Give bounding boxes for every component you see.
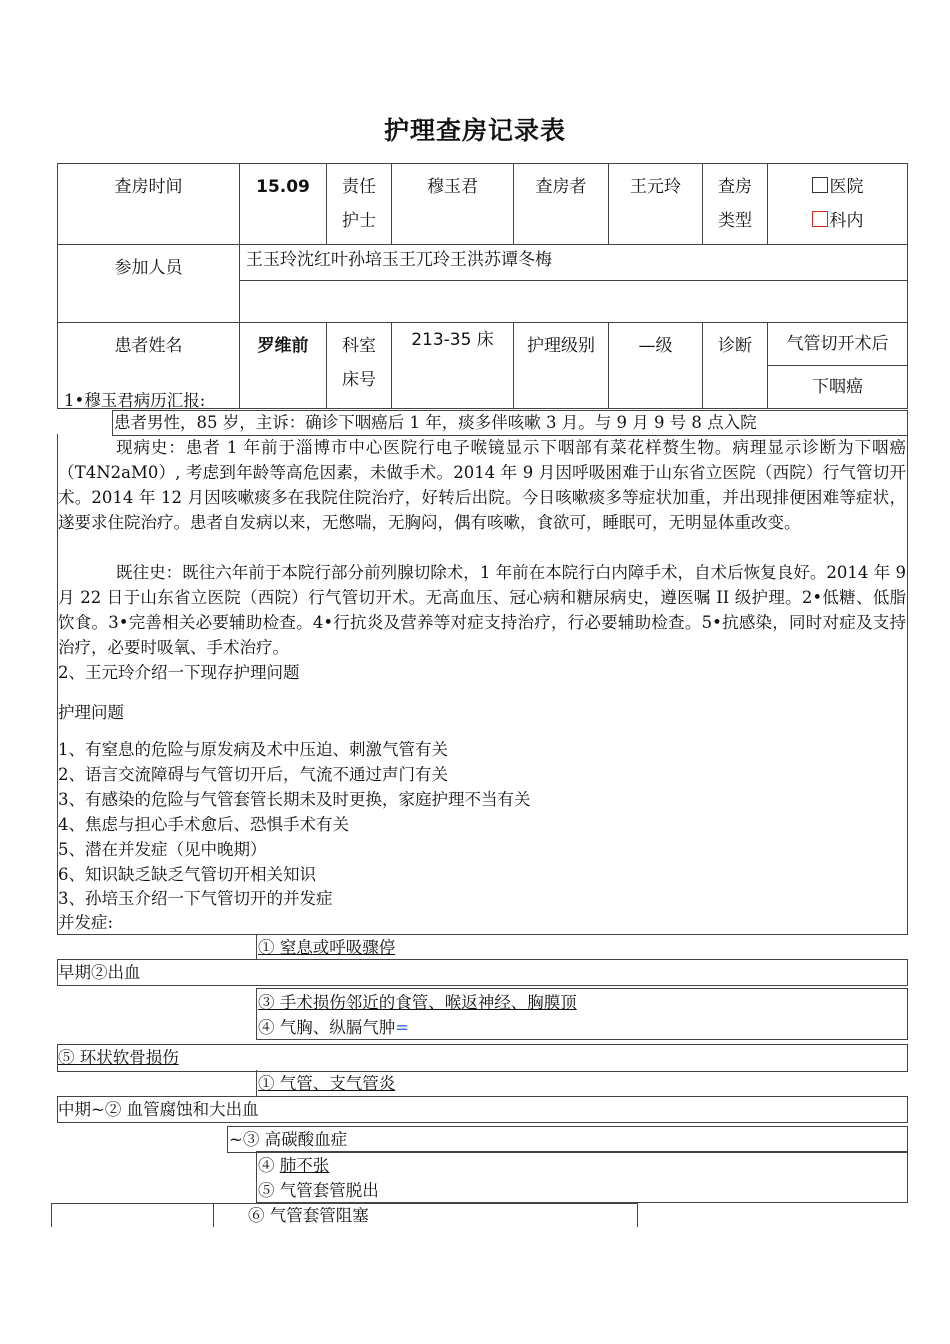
participants-blank (240, 281, 908, 323)
middle-label: 中期~② 血管腐蚀和大出血 (58, 1100, 259, 1119)
middle-item-6: ⑥ 气管套管阻塞 (248, 1206, 369, 1225)
checker-value: 王元玲 (609, 164, 703, 245)
ward-round-header-table (57, 163, 908, 409)
type-option-dept[interactable]: 科内 (774, 204, 901, 238)
early-item-4: ④ 气胸、纵膈气肿= (258, 1018, 410, 1037)
middle-item-1: ① 气管、支气管炎 (258, 1074, 396, 1093)
problem-item: 4、焦虑与担心手术愈后、恐惧手术有关 (58, 815, 349, 834)
nurse-value: 穆玉君 (392, 164, 514, 245)
time-value: 15.09 (240, 164, 327, 245)
dept-label: 科室 床号 (327, 323, 392, 409)
early-item-5: ⑤ 环状软骨损伤 (58, 1048, 179, 1067)
level-label: 护理级别 (514, 323, 609, 409)
problem-item: 1、有窒息的危险与原发病及术中压迫、刺激气管有关 (58, 740, 448, 759)
problem-item: 6、知识缺乏缺乏气管切开相关知识 (58, 865, 316, 884)
middle-item-3: ~③ 高碳酸血症 (229, 1130, 348, 1149)
middle-item-5: ⑤ 气管套管脱出 (258, 1181, 379, 1200)
bed-value: 213-35 床 (392, 323, 514, 409)
checkbox-icon (812, 211, 828, 227)
time-label: 查房时间 (58, 164, 240, 245)
early-item-1: ① 窒息或呼吸骤停 (258, 938, 396, 957)
present-history: 现病史：患者 1 年前于淄博市中心医院行电子喉镜显示下咽部有菜花样赘生物。病理显示诊断为下咽癌（T4N2aM0）, 考虑到年龄等高危因素，未做手术。2014 年 9 月因呼吸困难于山东省立医院（西院）行气管切开术。2014 年 12 月因咳嗽痰多在我院住院治疗，好转后出院。今日咳嗽痰多等症状加重，并出现排便困难等症状，遂要求住院治疗。患者自发病以来，无憋喘，无胸闷，偶有咳嗽，食欲可，睡眠可，无明显体重改变。 (58, 438, 906, 532)
problems-heading: 护理问题 (58, 703, 124, 722)
type-options (768, 164, 908, 245)
checkbox-icon (812, 177, 828, 193)
page-title: 护理查房记录表 (383, 116, 566, 145)
problem-item: 2、语言交流障碍与气管切开后，气流不通过声门有关 (58, 765, 448, 784)
complications-label: 并发症: (58, 913, 114, 932)
middle-item-4: ④ 肺不张 (258, 1156, 330, 1175)
section1-summary: 患者男性，85 岁，主诉：确诊下咽癌后 1 年，痰多伴咳嗽 3 月。与 9 月 9 号 8 点入院 (114, 413, 757, 432)
nurse-label: 责任 护士 (327, 164, 392, 245)
type-label: 查房 类型 (703, 164, 768, 245)
patient-label: 患者姓名 (58, 323, 240, 409)
problem-item: 3、有感染的危险与气管套管长期未及时更换，家庭护理不当有关 (58, 790, 531, 809)
section3-heading: 3、孙培玉介绍一下气管切开的并发症 (58, 889, 333, 908)
checker-label: 查房者 (514, 164, 609, 245)
diag-label: 诊断 (703, 323, 768, 409)
participants-value: 王玉玲沈红叶孙培玉王兀玲王洪苏谭冬梅 (240, 245, 908, 281)
level-value: —级 (609, 323, 703, 409)
patient-value: 罗维前 (240, 323, 327, 409)
past-history: 既往史：既往六年前于本院行部分前列腺切除术，1 年前在本院行白内障手术，自术后恢复良好。2014 年 9 月 22 日于山东省立医院（西院）行气管切开术。无高血压、冠心病和糖尿病史，遵医嘱 II 级护理。2•低糖、低脂饮食。3•完善相关必要辅助检查。4•行抗炎及营养等对症支持治疗，行必要辅助检查。5•抗感染，同时对症及支持治疗，必要时吸氧、手术治疗。 (58, 563, 906, 657)
type-option-hospital[interactable]: 医院 (774, 170, 901, 204)
section2-heading: 2、王元玲介绍一下现存护理问题 (58, 663, 300, 682)
participants-label: 参加人员 (58, 245, 240, 323)
section1-heading: 1•穆玉君病历汇报: (64, 391, 206, 410)
early-label: 早期②出血 (58, 963, 141, 982)
diag-value: 气管切开术后 下咽癌 (768, 323, 908, 409)
early-item-3: ③ 手术损伤邻近的食管、喉返神经、胸膜顶 (258, 993, 577, 1012)
problem-item: 5、潜在并发症（见中晚期） (58, 840, 267, 859)
